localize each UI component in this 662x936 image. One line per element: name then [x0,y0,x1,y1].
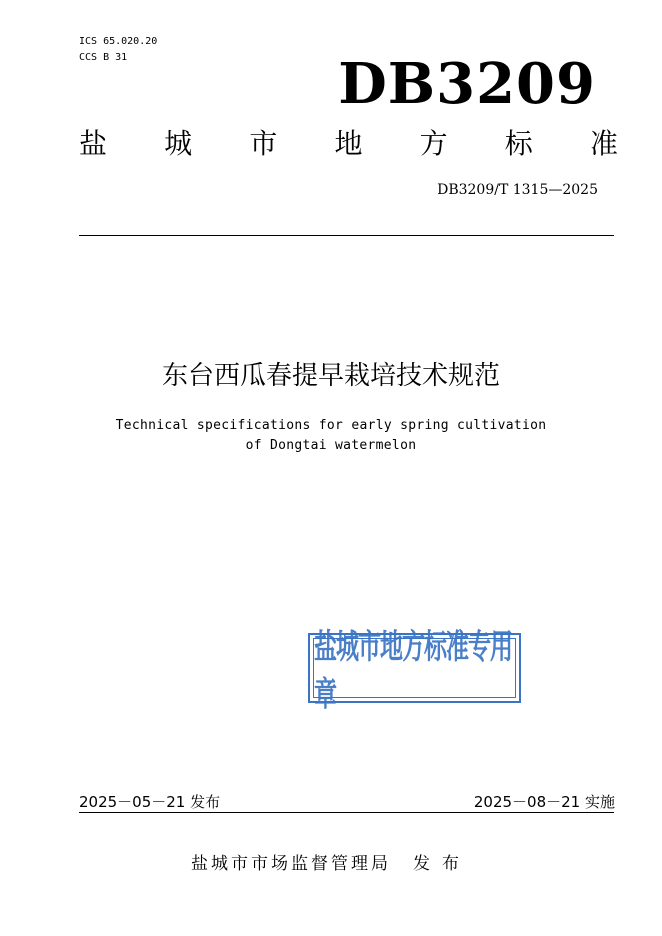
standard-type-char: 方 [419,127,448,160]
official-stamp [308,628,521,715]
standard-type-char: 地 [334,127,363,160]
standard-type-char: 城 [164,127,193,160]
title-chinese: 东台西瓜春提早栽培技术规范 [161,361,500,391]
footer-divider [79,812,614,813]
stamp-inner-border [313,628,516,715]
standard-code: DB3209 [338,51,596,117]
standard-type-char: 标 [504,127,533,160]
standard-type-char: 准 [589,127,618,160]
title-english-line: of Dongtai watermelon [245,438,417,453]
standard-number: DB3209/T 1315—2025 [437,182,598,198]
classification-codes [79,34,157,66]
publisher-action: 发布 [413,854,471,874]
title-english [0,416,662,456]
implementation-date: 2025－08－21 实施 [473,793,615,811]
publisher-name: 盐城市市场监督管理局 [191,854,391,874]
standard-type-char: 市 [249,127,278,160]
ics-code: ICS 65.020.20 [79,36,158,47]
publisher [0,852,662,876]
header-divider [79,235,614,236]
ccs-code: CCS B 31 [79,52,128,63]
standard-type [79,126,618,162]
issue-date: 2025－05－21 发布 [79,793,221,811]
standard-type-char: 盐 [79,127,108,160]
stamp-text: 盐城市地方标准专用章 [314,628,512,715]
title-english-line: Technical specifications for early spring cultivation [115,418,547,433]
